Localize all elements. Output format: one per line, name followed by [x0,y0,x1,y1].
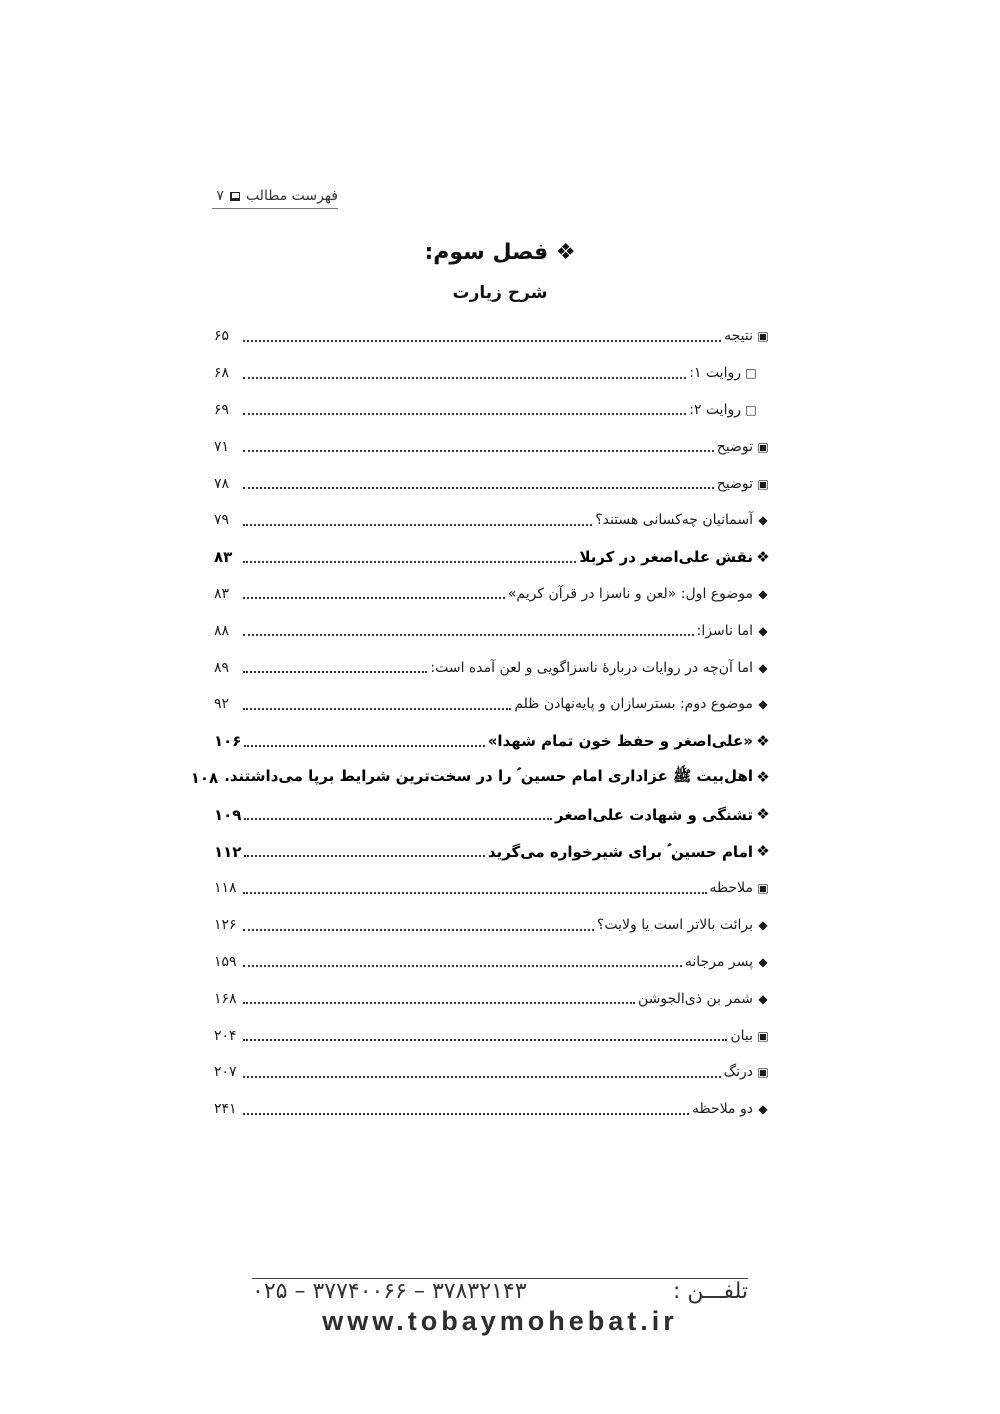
toc-entry-page-number: ۷۹ [214,512,230,529]
dot-leader [244,817,552,820]
dot-leader [243,891,707,894]
four-diamond-icon: ❖ [756,842,770,861]
footer-phone [252,1279,748,1304]
dot-leader [244,744,484,747]
toc-entry-page-number: ۹۲ [214,696,230,713]
dot-leader [243,560,576,563]
toc-entry[interactable] [214,907,770,944]
dot-leader [244,854,484,857]
toc-entry[interactable] [214,612,770,649]
four-diamond-icon: ❖ [756,768,770,787]
toc-entry-label: برائت بالاتر است یا ولایت؟ [596,917,753,934]
toc-entry-label: «علی‌اصغر و حفظ خون تمام شهدا» [487,732,753,751]
dot-leader [243,412,686,415]
table-of-contents [190,318,770,1128]
toc-entry[interactable] [214,944,770,981]
dot-leader [243,964,682,967]
toc-entry-page-number: ۱۰۸ [190,768,219,787]
toc-entry[interactable] [214,649,770,686]
toc-entry-page-number: ۱۶۸ [214,990,237,1007]
toc-entry[interactable] [214,502,770,539]
toc-entry-label: تشنگی و شهادت علی‌اصغر [555,805,753,824]
dot-leader [243,486,714,489]
toc-entry-label: ملاحظه [709,880,753,897]
square-icon: □ [745,366,757,381]
dot-leader [243,633,694,636]
toc-entry[interactable] [214,1054,770,1091]
dot-leader [243,1075,721,1078]
toc-entry[interactable] [214,465,770,502]
diamond-icon: ◆ [758,623,768,638]
toc-entry-label: اما آن‌چه در روایات دربارهٔ ناسزاگویی و لعن آمده است: [430,659,753,676]
diamond-icon: ◆ [758,991,768,1006]
four-diamond-icon: ❖ [756,547,770,566]
dot-leader [243,1038,727,1041]
checked-square-icon: ▣ [757,329,769,344]
diamond-icon: ◆ [758,513,768,528]
toc-entry-label: بیان [730,1027,753,1044]
running-header [212,184,338,209]
square-icon: □ [745,402,757,417]
toc-entry-label: موضوع دوم: بسترسازان و پایه‌نهادن ظلم [514,696,753,713]
checked-square-icon: ▣ [757,476,769,491]
toc-entry-label: روایت ۲: [689,401,741,418]
toc-entry-label: موضوع اول: «لعن و ناسزا در قرآن کریم» [507,585,753,602]
toc-entry-label: روایت ۱: [689,365,741,382]
checked-square-icon: ▣ [757,1028,769,1043]
chapter-title: ❖ فصل سوم: [424,240,576,265]
toc-entry[interactable] [214,723,770,760]
four-diamond-icon: ❖ [756,731,770,750]
dot-leader [243,1001,635,1004]
toc-entry-page-number: ۱۰۶ [214,732,242,751]
phone-label: تلفـــن : [672,1279,748,1304]
diamond-icon: ◆ [758,918,768,933]
running-header-page-number: ۷ [216,188,224,204]
phone-numbers: ۳۷۸۳۲۱۴۳ – ۳۷۷۴۰۰۶۶ – ۰۲۵ [252,1279,527,1304]
toc-entry[interactable] [190,760,770,797]
toc-entry-label: نتیجه [724,328,753,345]
dot-leader [243,596,505,599]
four-diamond-icon: ❖ [756,805,770,824]
toc-entry[interactable] [214,355,770,392]
toc-entry-page-number: ۸۳ [214,548,233,567]
toc-entry-label: اما ناسزا: [696,622,753,639]
diamond-icon: ◆ [758,660,768,675]
toc-entry[interactable] [214,539,770,576]
toc-entry[interactable] [214,686,770,723]
toc-entry-page-number: ۲۰۴ [214,1027,237,1044]
dot-leader [243,928,594,931]
toc-entry[interactable] [214,870,770,907]
toc-entry-page-number: ۱۰۹ [214,805,242,824]
toc-entry-page-number: ۲۴۱ [214,1101,237,1118]
dot-leader [243,449,714,452]
toc-entry-label: دو ملاحظه [692,1101,753,1118]
toc-entry-label: درنگ [723,1064,753,1081]
toc-entry-page-number: ۱۱۲ [214,842,242,861]
chapter-subtitle: شرح زیارت [452,283,548,303]
checked-square-icon: ▣ [757,1065,769,1080]
toc-entry[interactable] [214,428,770,465]
dot-leader [243,523,592,526]
diamond-icon: ◆ [758,586,768,601]
checked-square-icon: ▣ [757,881,769,896]
toc-entry-page-number: ۸۸ [214,622,230,639]
toc-entry-page-number: ۸۹ [214,659,230,676]
toc-entry[interactable] [214,576,770,613]
toc-entry[interactable] [214,796,770,833]
toc-entry[interactable] [214,833,770,870]
toc-entry-label: آسمانیان چه‌کسانی هستند؟ [595,512,753,529]
toc-entry-page-number: ۱۱۸ [214,880,237,897]
toc-entry[interactable] [214,1017,770,1054]
toc-entry-page-number: ۱۲۶ [214,917,237,934]
toc-entry-page-number: ۷۸ [214,475,230,492]
diamond-icon: ◆ [758,954,768,969]
toc-entry-page-number: ۲۰۷ [214,1064,237,1081]
toc-entry-page-number: ۷۱ [214,438,230,455]
square-icon [230,192,240,201]
toc-entry[interactable] [214,392,770,429]
toc-entry-label: توضیح [716,475,753,492]
toc-entry[interactable] [214,318,770,355]
dot-leader [243,339,721,342]
toc-entry[interactable] [214,980,770,1017]
toc-entry-label: توضیح [716,438,753,455]
toc-entry-page-number: ۶۹ [214,401,230,418]
toc-entry-label: امام حسین ؑ برای شیرخواره می‌گرید [487,842,753,861]
dot-leader [243,1112,689,1115]
diamond-icon: ◆ [758,1102,768,1117]
toc-entry-page-number: ۱۵۹ [214,953,237,970]
toc-entry-label: شمر بن ذی‌الجوشن [637,990,753,1007]
running-header-title: فهرست مطالب [245,188,338,204]
dot-leader [243,670,427,673]
toc-entry-page-number: ۸۳ [214,585,230,602]
toc-entry-label: اهل‌بیت ﷺ عزاداری امام حسین ؑ را در سخت‌ترین شرایط برپا می‌داشتند. [224,766,753,785]
diamond-icon: ◆ [758,697,768,712]
toc-entry-page-number: ۶۵ [214,328,230,345]
toc-entry[interactable] [214,1091,770,1128]
checked-square-icon: ▣ [757,439,769,454]
dot-leader [243,376,686,379]
toc-entry-label: نقش علی‌اصغر در کربلا [579,548,753,567]
website-url: www.tobaymohebat.ir [322,1306,678,1336]
dot-leader [243,707,511,710]
toc-entry-page-number: ۶۸ [214,365,230,382]
toc-entry-label: پسر مرجانه [684,953,753,970]
